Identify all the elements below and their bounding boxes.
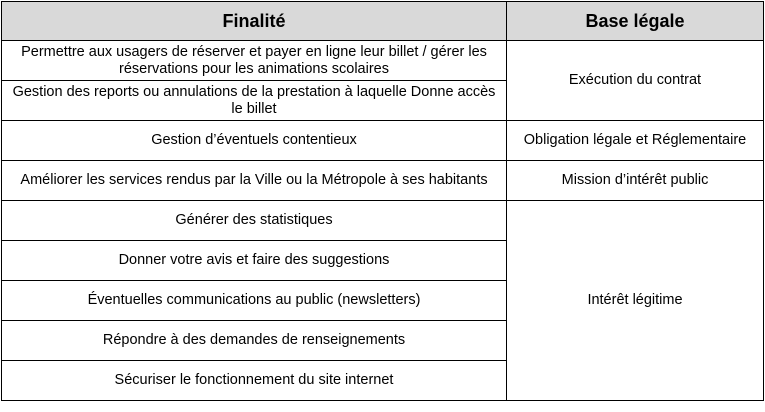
- table-row: [2, 121, 764, 161]
- purpose-cell: Répondre à des demandes de renseignements: [2, 321, 507, 361]
- purpose-cell: Permettre aux usagers de réserver et payer en ligne leur billet / gérer les réservations pour les animations scolaires: [2, 41, 507, 81]
- purpose-cell: Gestion d’éventuels contentieux: [2, 121, 507, 161]
- table-row: [2, 161, 764, 201]
- header-base-legale: Base légale: [507, 2, 764, 41]
- legal-basis-cell: Obligation légale et Réglementaire: [507, 121, 764, 161]
- header-finalite: Finalité: [2, 2, 507, 41]
- purpose-cell: Gestion des reports ou annulations de la prestation à laquelle Donne accès le billet: [2, 81, 507, 121]
- legal-basis-cell: Exécution du contrat: [507, 41, 764, 121]
- table-row: [2, 201, 764, 241]
- purpose-cell: Améliorer les services rendus par la Ville ou la Métropole à ses habitants: [2, 161, 507, 201]
- data-processing-table: [1, 1, 764, 401]
- purpose-cell: Sécuriser le fonctionnement du site internet: [2, 361, 507, 401]
- table-row: [2, 41, 764, 81]
- legal-basis-cell: Intérêt légitime: [507, 201, 764, 401]
- legal-basis-cell: Mission d’intérêt public: [507, 161, 764, 201]
- table-header-row: [2, 2, 764, 41]
- purpose-cell: Générer des statistiques: [2, 201, 507, 241]
- purpose-cell: Donner votre avis et faire des suggestions: [2, 241, 507, 281]
- purpose-cell: Éventuelles communications au public (newsletters): [2, 281, 507, 321]
